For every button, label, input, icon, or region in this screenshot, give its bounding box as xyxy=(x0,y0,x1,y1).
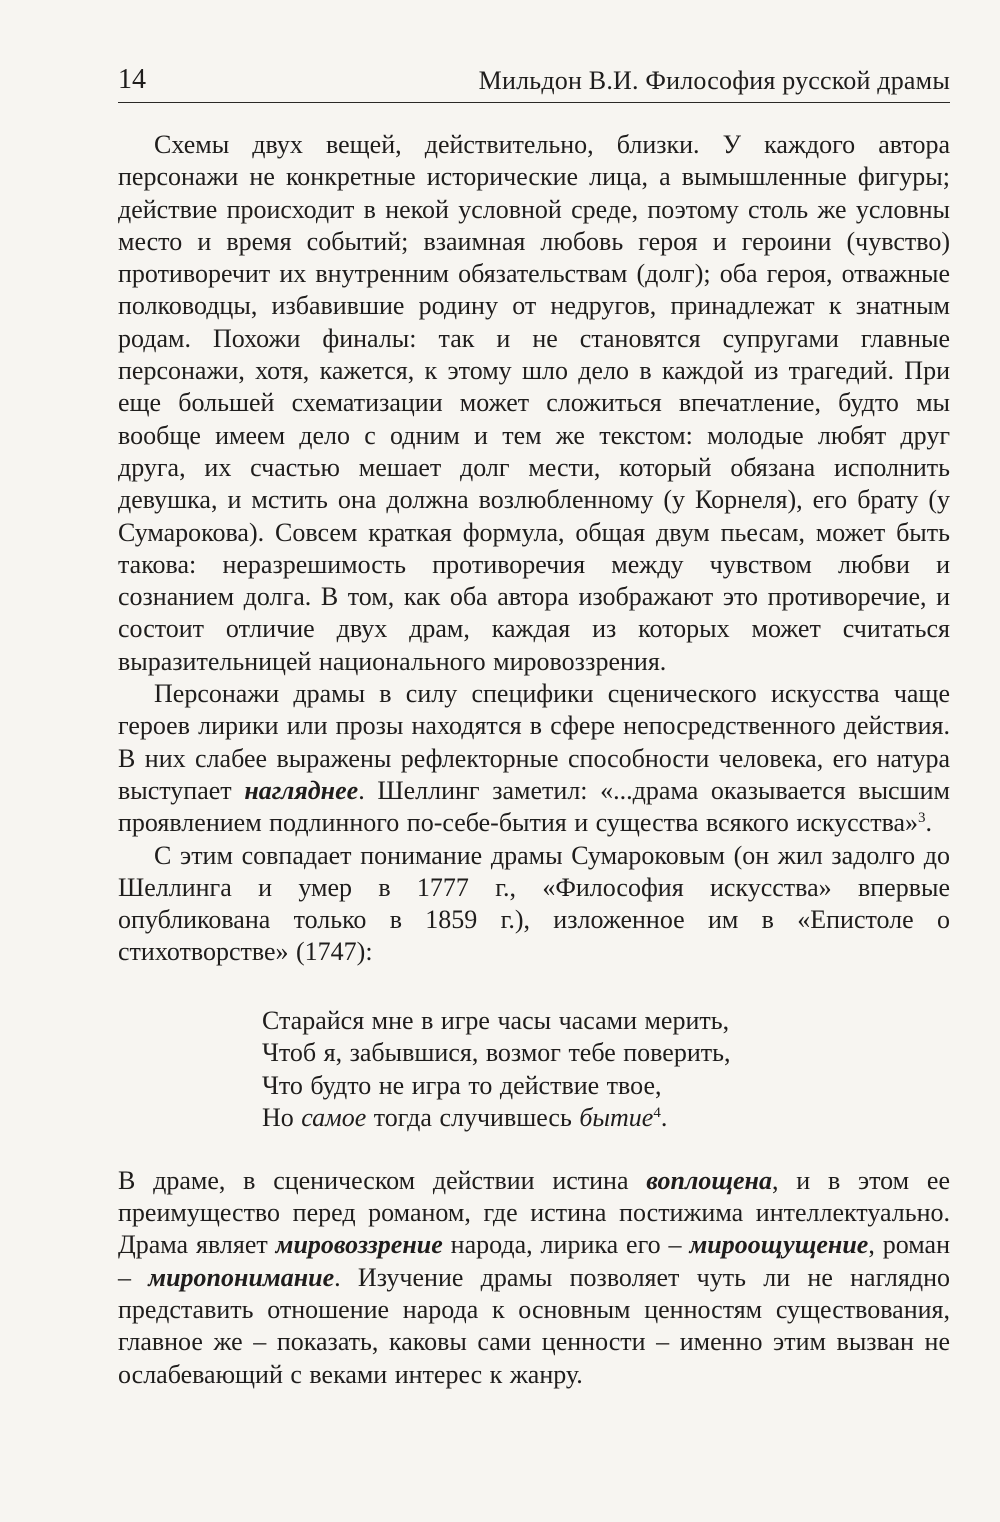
verse-line-3: Что будто не игра то действие твое, xyxy=(262,1070,662,1100)
verse-emphasis-samoe: самое xyxy=(301,1103,367,1133)
paragraph-2-text-d: . xyxy=(925,808,933,838)
paragraph-4-text-i: . Изучение драмы позволяет чуть ли не наглядно представить отношение народа к основным ценностям существования, главное же – показать, каковы сами ценности – именно этим вызван не ослабевающий с веками интерес к жанру. xyxy=(118,1262,951,1389)
emphasis-mirovozzrenie: мировоззрение xyxy=(275,1230,443,1260)
paragraph-1: Схемы двух вещей, действительно, близки. У каждого автора персонажи не конкретные исторические лица, а вымышленные фигуры; действие происходит в некой условной среде, поэтому столь же условны место и время событий; взаимная любовь героя и героини (чувство) противоречит их внутренним обязательствам (долг); оба героя, отважные полководцы, избавившие родину от недругов, принадлежат к знатным родам. Похожи финалы: так и не становятся супругами главные персонажи, хотя, кажется, к этому шло дело в каждой из трагедий. При еще большей схематизации может сложиться впечатление, будто мы вообще имеем дело с одним и тем же текстом: молодые любят друг друга, их счастью мешает долг мести, который обязана исполнить девушка, и мстить она должна возлюбленному (у Корнеля), его брату (у Сумарокова). Совсем краткая формула, общая двум пьесам, может быть такова: неразрешимость противоречия между чувством любви и сознанием долга. В том, как оба автора изображают это противоречие, и состоит отличие двух драм, каждая из которых может считаться выразительницей национального мировоззрения. xyxy=(118,130,950,676)
verse-quote xyxy=(262,1005,950,1135)
verse-line-4-c: тогда случившесь xyxy=(366,1103,580,1133)
paragraph-2-text-a: Персонажи драмы в силу специфики сценического искусства чаще героев лирики или прозы находятся в сфере непосредственного действия. В них слабее выражены рефлекторные способности человека, его натура выступает xyxy=(118,679,950,805)
paragraph-4-text-c: , и в этом ее преимущество перед романом, где истина постижима интеллектуально. Драма являет xyxy=(118,1165,950,1260)
footnote-ref-4[interactable]: 4 xyxy=(653,1105,661,1122)
paragraph-4-text-a: В драме, в сценическом действии истина xyxy=(118,1165,647,1195)
verse-line-1: Старайся мне в игре часы часами мерить, xyxy=(262,1005,730,1035)
paragraph-3: С этим совпадает понимание драмы Сумароковым (он жил задолго до Шеллинга и умер в 1777 г., «Философия искусства» впервые опубликована только в 1859 г.), изложенное им в «Епистоле о стихотворстве» (1747): xyxy=(118,840,950,967)
paragraph-2 xyxy=(118,678,950,839)
page-number: 14 xyxy=(118,64,146,95)
verse-emphasis-bytie: бытие xyxy=(579,1103,654,1133)
paragraph-2-text-c: . Шеллинг заметил: «...драма оказывается высшим проявлением подлинного по-себе-бытия и существа всякого искусства» xyxy=(118,775,950,838)
page-header xyxy=(118,58,950,103)
paragraph-4-text-e: народа, лирика его – xyxy=(442,1230,690,1260)
book-page xyxy=(118,58,950,1391)
paragraph-4 xyxy=(118,1165,950,1391)
verse-line-4-e: . xyxy=(660,1103,668,1133)
running-head: Мильдон В.И. Философия русской драмы xyxy=(478,66,950,95)
paragraph-4-text-g: , роман – xyxy=(118,1230,950,1292)
verse-line-4-a: Но xyxy=(262,1103,302,1133)
emphasis-miroponimanie: миропонимание xyxy=(148,1262,335,1292)
emphasis-voploshchena: воплощена xyxy=(646,1165,772,1195)
verse-line-4 xyxy=(262,1102,950,1135)
footnote-ref-3[interactable]: 3 xyxy=(918,810,926,827)
verse-line-2: Чтоб я, забывшися, возмог тебе поверить, xyxy=(262,1038,731,1068)
emphasis-mirooshchushchenie: мироощущение xyxy=(689,1230,869,1260)
emphasis-nagliadnee: нагляднее xyxy=(244,775,359,805)
body-text xyxy=(118,129,950,1391)
